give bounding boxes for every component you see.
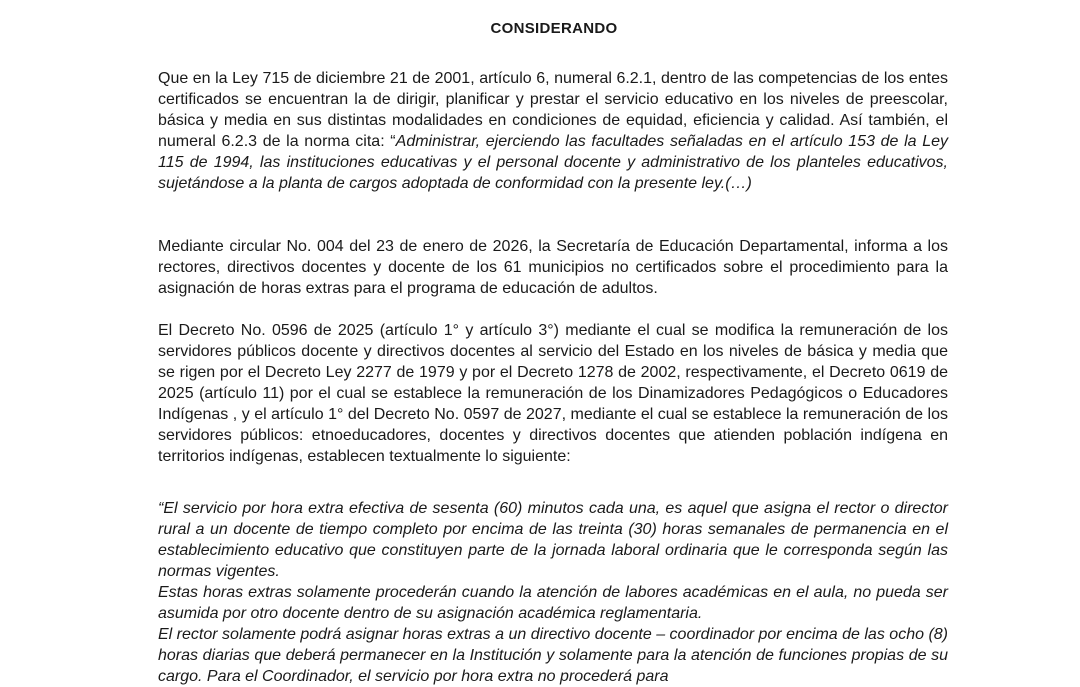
quoted-text-block [158, 498, 948, 687]
quote-sentence-1: “El servicio por hora extra efectiva de sesenta (60) minutos cada una, es aquel que asigna el rector o director rural a un docente de tiempo completo por encima de las treinta (30) horas semanales de permanencia en el establecimiento educativo que constituyen parte de la jornada laboral ordinaria que le corresponda según las normas vigentes. [158, 500, 948, 580]
quote-sentence-2: Estas horas extras solamente procederán cuando la atención de labores académicas en el aula, no pueda ser asumida por otro docente dentro de su asignación académica reglamentaria. [158, 584, 948, 622]
paragraph-ley-715 [158, 68, 948, 194]
paragraph-ley-715-quote: Administrar, ejerciendo las facultades señaladas en el artículo 153 de la Ley 115 de 1994, las instituciones educativas y el personal docente y administrativo de los planteles educativos, sujetándose a la planta de cargos adoptada de conformidad con la presente ley.(…) [158, 133, 948, 192]
section-heading: CONSIDERANDO [490, 20, 618, 37]
paragraph-decreto: El Decreto No. 0596 de 2025 (artículo 1° y artículo 3°) mediante el cual se modifica la remuneración de los servidores públicos docente y directivos docentes al servicio del Estado en los niveles de básica y media que se rigen por el Decreto Ley 2277 de 1979 y por el Decreto 1278 de 2002, respectivamente, el Decreto 0619 de 2025 (artículo 11) por el cual se establece la remuneración de los Dinamizadores Pedagógicos o Educadores Indígenas , y el artículo 1° del Decreto No. 0597 de 2027, mediante el cual se establece la remuneración de los servidores públicos: etnoeducadores, docentes y directivos docentes que atienden población indígena en territorios indígenas, establecen textualmente lo siguiente: [158, 322, 948, 465]
paragraph-ley-715-text: Que en la Ley 715 de diciembre 21 de 2001, artículo 6, numeral 6.2.1, dentro de las competencias de los entes certificados se encuentran la de dirigir, planificar y prestar el servicio educativo en los niveles de preescolar, básica y media en sus distintas modalidades en condiciones de equidad, eficiencia y calidad. Así también, el numeral 6.2.3 de la norma cita: “ [158, 70, 948, 150]
quote-sentence-3: El rector solamente podrá asignar horas extras a un directivo docente – coordinador por encima de las ocho (8) horas diarias que deberá permanecer en la Institución y solamente para la atención de funciones propias de su cargo. Para el Coordinador, el servicio por hora extra no procederá para [158, 626, 948, 685]
paragraph-circular: Mediante circular No. 004 del 23 de enero de 2026, la Secretaría de Educación Departamental, informa a los rectores, directivos docentes y docente de los 61 municipios no certificados sobre el procedimiento para la asignación de horas extras para el programa de educación de adultos. [158, 238, 948, 297]
